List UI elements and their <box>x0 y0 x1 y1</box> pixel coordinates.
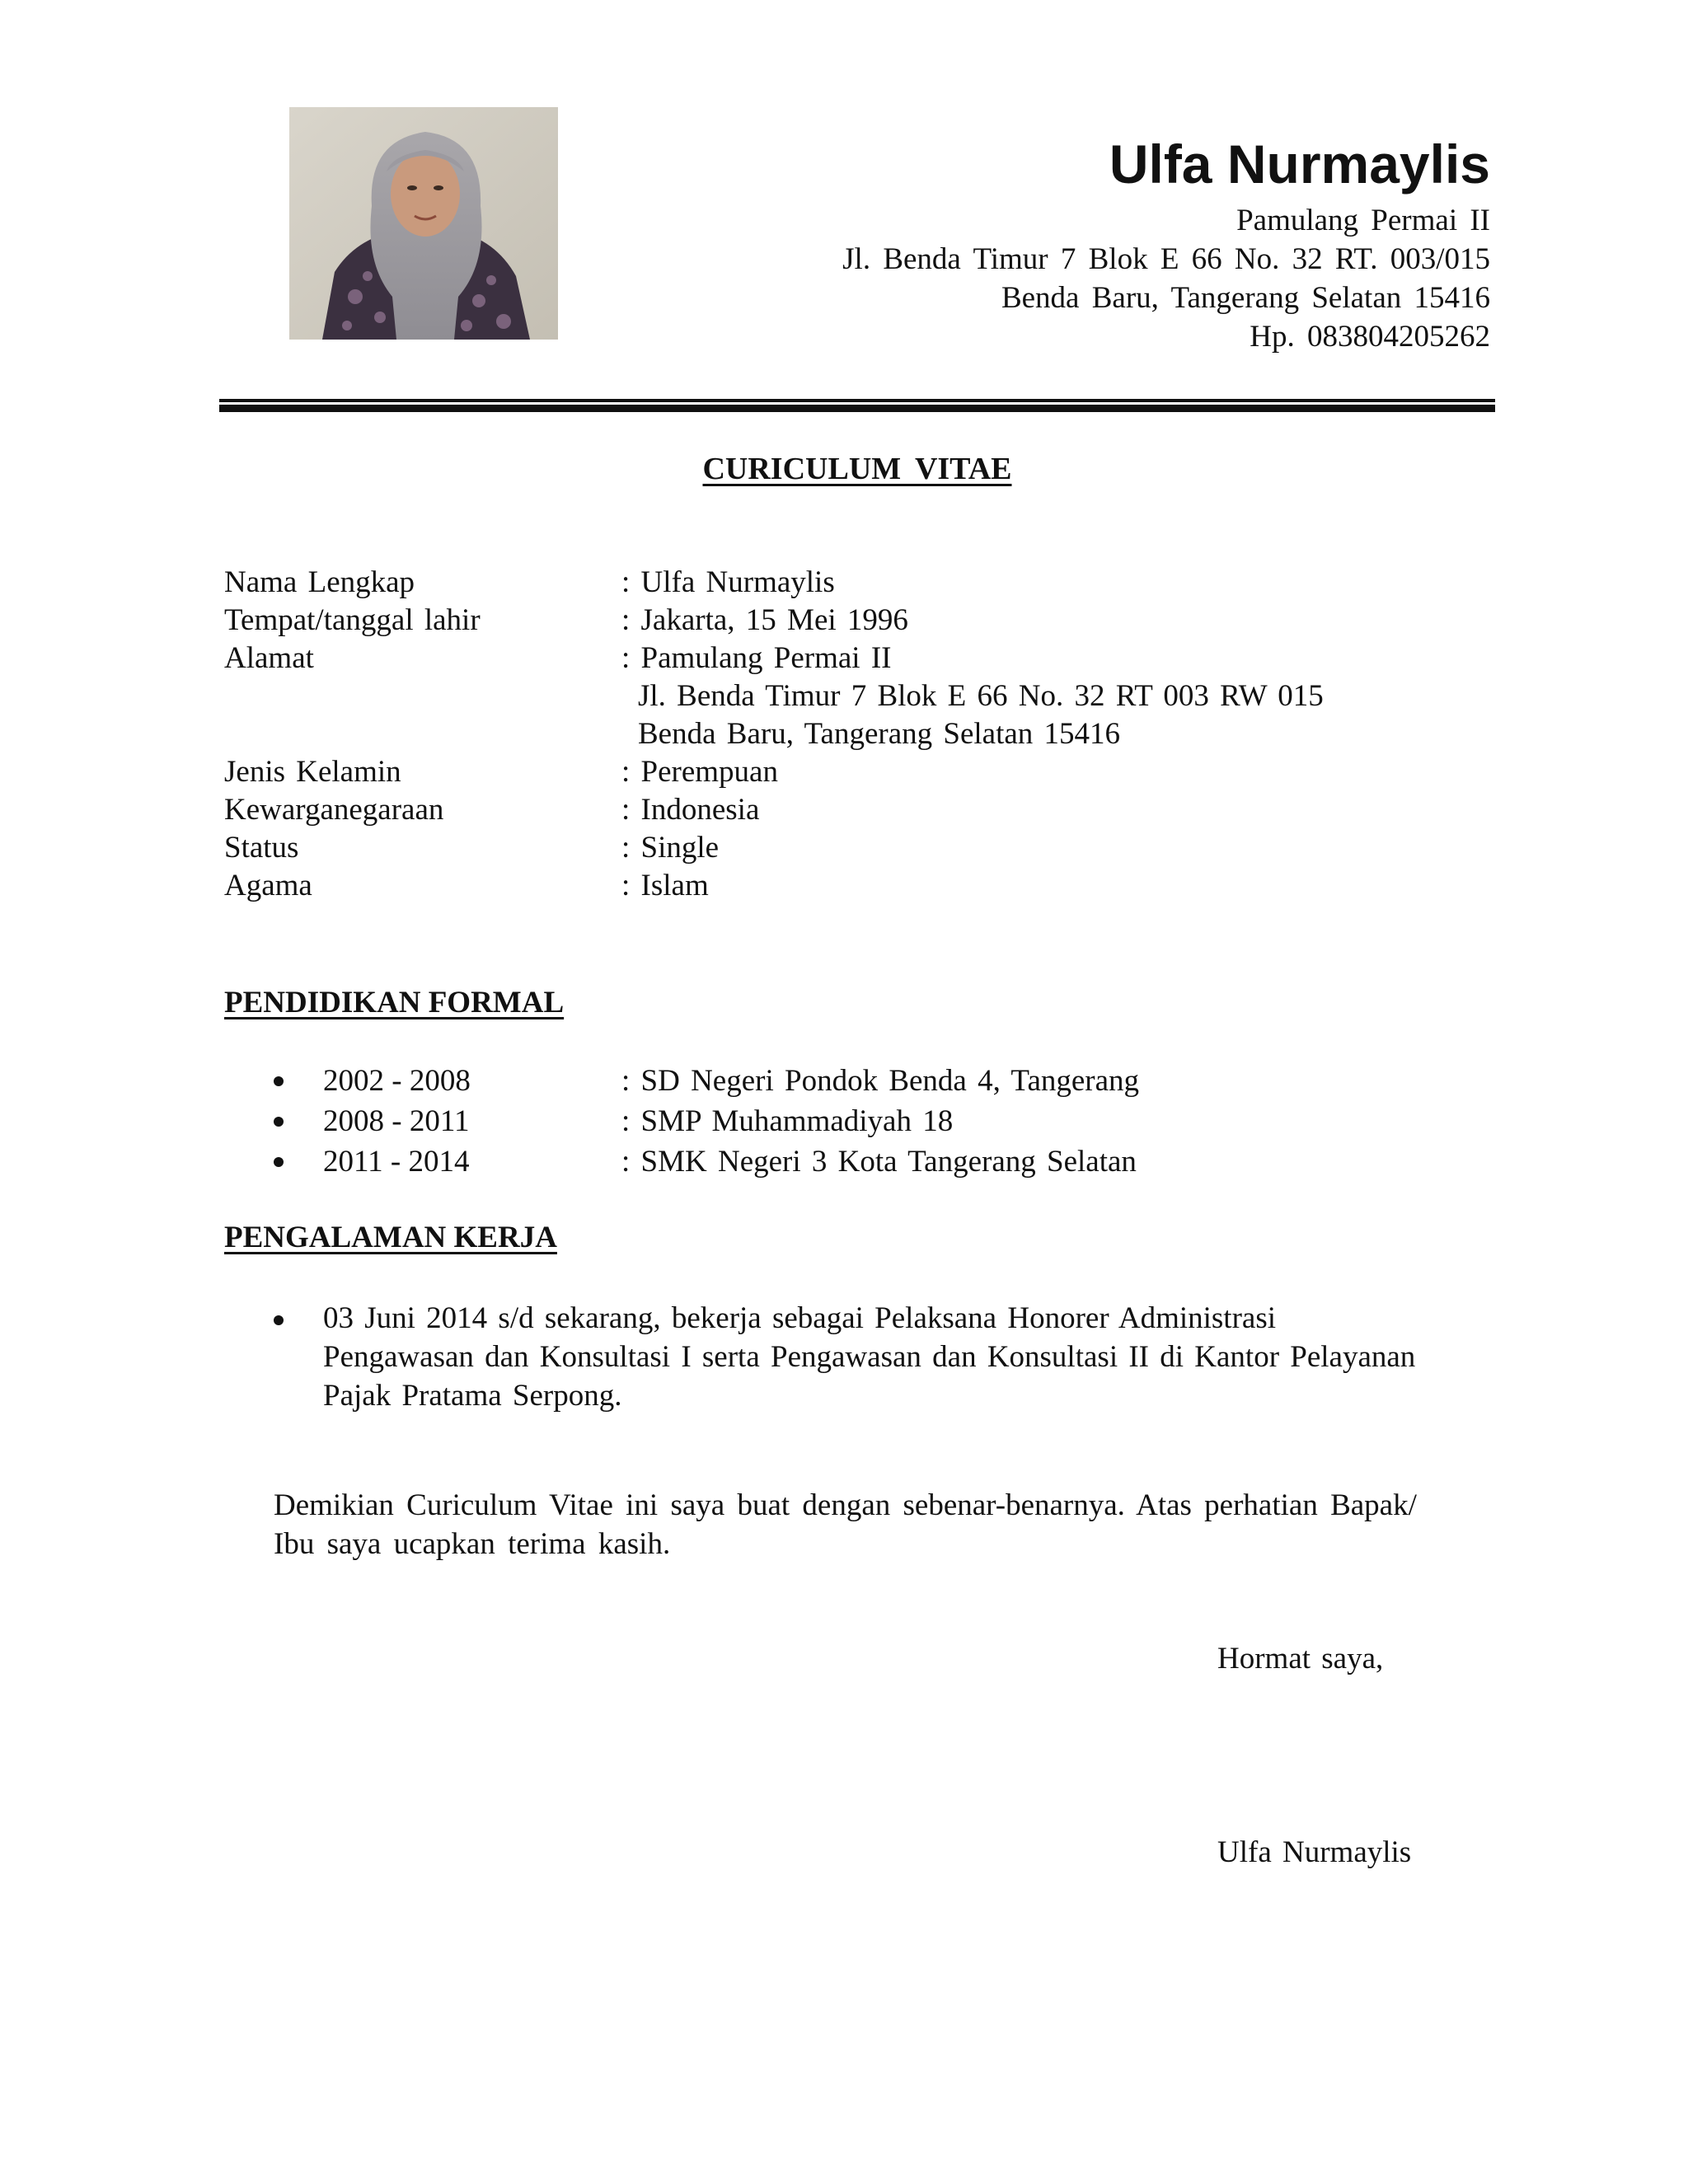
field-value: : Jakarta, 15 Mei 1996 <box>621 603 908 637</box>
field-label: Tempat/tanggal lahir <box>224 603 481 637</box>
experience-line: Pajak Pratama Serpong. <box>323 1379 622 1413</box>
closing-line: Ibu saya ucapkan terima kasih. <box>274 1527 671 1561</box>
field-label: Agama <box>224 869 312 902</box>
field-label: Nama Lengkap <box>224 565 415 599</box>
education-years: 2011 - 2014 <box>323 1145 470 1179</box>
header-divider-thin <box>219 399 1495 402</box>
field-value: : Pamulang Permai II <box>621 641 892 675</box>
field-value: : Indonesia <box>621 793 760 827</box>
portrait-image <box>289 107 558 340</box>
profile-photo <box>289 107 558 340</box>
education-school: : SD Negeri Pondok Benda 4, Tangerang <box>621 1064 1140 1098</box>
field-value: Benda Baru, Tangerang Selatan 15416 <box>638 717 1121 751</box>
contact-address <box>842 201 1490 356</box>
address-line: Benda Baru, Tangerang Selatan 15416 <box>1001 281 1490 315</box>
closing-paragraph <box>274 1486 1469 1563</box>
signature-salutation: Hormat saya, <box>1217 1642 1384 1675</box>
header-divider-thick <box>219 405 1495 412</box>
experience-line: 03 Juni 2014 s/d sekarang, bekerja sebagai Pelaksana Honorer Administrasi <box>323 1301 1277 1335</box>
field-value: : Single <box>621 831 720 865</box>
address-line: Jl. Benda Timur 7 Blok E 66 No. 32 RT. 003/015 <box>842 242 1490 276</box>
field-value: : Perempuan <box>621 755 778 789</box>
experience-line: Pengawasan dan Konsultasi I serta Pengawasan dan Konsultasi II di Kantor Pelayanan <box>323 1340 1416 1374</box>
field-value: Jl. Benda Timur 7 Blok E 66 No. 32 RT 003 RW 015 <box>638 679 1324 713</box>
phone-line: Hp. 083804205262 <box>1250 320 1490 354</box>
closing-line: Demikian Curiculum Vitae ini saya buat dengan sebenar-benarnya. Atas perhatian Bapak/ <box>274 1488 1417 1522</box>
education-heading: PENDIDIKAN FORMAL <box>224 986 565 1019</box>
field-value: : Islam <box>621 869 709 902</box>
field-value: : Ulfa Nurmaylis <box>621 565 835 599</box>
experience-heading: PENGALAMAN KERJA <box>224 1221 557 1254</box>
education-years: 2002 - 2008 <box>323 1064 471 1098</box>
bullet-icon <box>274 1315 284 1325</box>
field-label: Kewarganegaraan <box>224 793 444 827</box>
document-title: CURICULUM VITAE <box>702 452 1012 486</box>
field-label: Jenis Kelamin <box>224 755 401 789</box>
education-school: : SMP Muhammadiyah 18 <box>621 1104 954 1138</box>
address-line: Pamulang Permai II <box>1236 204 1490 237</box>
signature-name: Ulfa Nurmaylis <box>1217 1835 1412 1869</box>
bullet-icon <box>274 1117 284 1127</box>
bullet-icon <box>274 1076 284 1086</box>
bullet-icon <box>274 1157 284 1167</box>
experience-item <box>323 1299 1477 1415</box>
field-label: Status <box>224 831 299 865</box>
applicant-name: Ulfa Nurmaylis <box>1109 134 1490 194</box>
education-school: : SMK Negeri 3 Kota Tangerang Selatan <box>621 1145 1137 1179</box>
education-years: 2008 - 2011 <box>323 1104 470 1138</box>
field-label: Alamat <box>224 641 314 675</box>
